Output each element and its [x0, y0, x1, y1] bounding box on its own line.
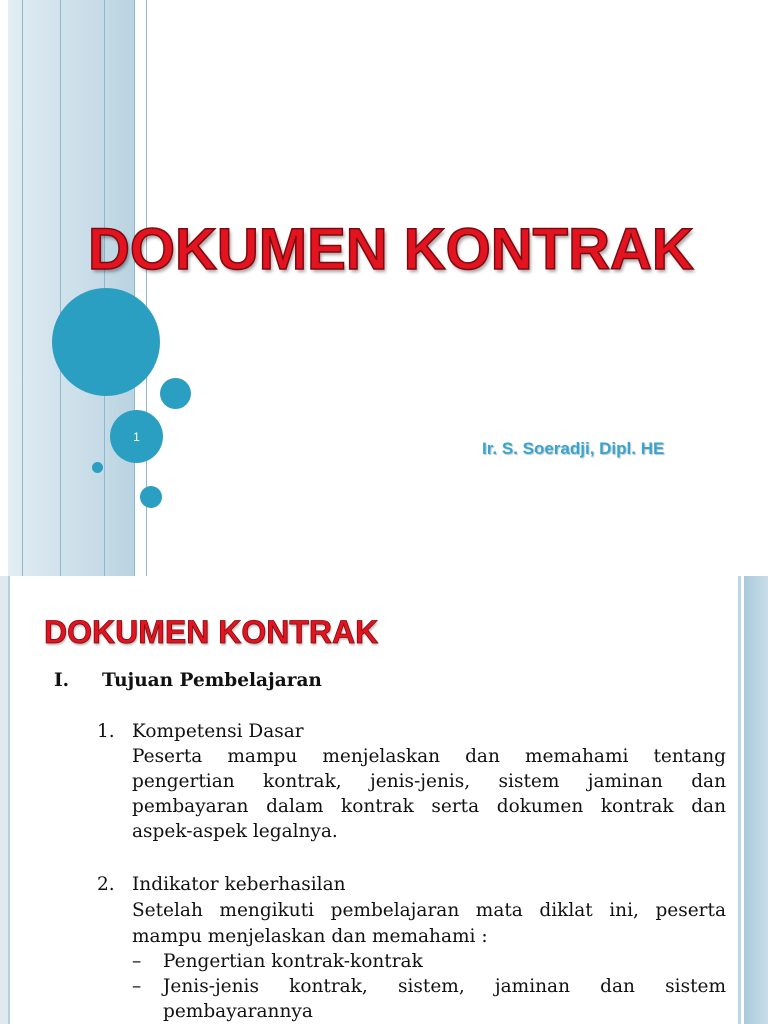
decorative-circle-medium	[160, 378, 191, 409]
slide-title: DOKUMEN KONTRAK	[88, 217, 694, 282]
band-line	[134, 0, 135, 576]
paragraph-line: pengertian kontrak, jenis-jenis, sistem jaminan dan	[132, 771, 726, 792]
right-decorative-band	[735, 576, 768, 1024]
bullet-item: Jenis-jenis kontrak, sistem, jaminan dan sistem	[163, 976, 726, 997]
author-name: Ir. S. Soeradji, Dipl. HE	[482, 439, 665, 458]
bullet-dash: –	[132, 951, 142, 972]
band-line	[22, 0, 23, 576]
slide-title: DOKUMEN KONTRAK	[44, 614, 379, 650]
slide-number-circle	[110, 410, 163, 463]
section-title: Tujuan Pembelajaran	[102, 670, 322, 691]
item-heading: Kompetensi Dasar	[132, 721, 304, 742]
section-number: I.	[54, 670, 70, 691]
paragraph-line: mampu menjelaskan dan memahami :	[132, 926, 488, 947]
band-line	[60, 0, 61, 576]
paragraph-line: Setelah mengikuti pembelajaran mata diklat ini, peserta	[132, 900, 726, 921]
left-decorative-band	[0, 576, 8, 1024]
content-slide	[0, 576, 768, 1024]
decorative-circle-large	[52, 288, 160, 396]
bullet-item: Pengertian kontrak-kontrak	[163, 951, 423, 972]
item-heading: Indikator keberhasilan	[132, 874, 346, 895]
slide-number: 1	[133, 429, 140, 444]
paragraph-line: aspek-aspek legalnya.	[132, 821, 338, 842]
item-number: 1.	[97, 721, 115, 742]
paragraph-line: Peserta mampu menjelaskan dan memahami tentang	[132, 746, 726, 767]
decorative-circle-small	[92, 462, 103, 473]
decorative-circle-small	[140, 486, 162, 508]
paragraph-line: pembayaran dalam kontrak serta dokumen kontrak dan	[132, 796, 726, 817]
band-line	[8, 576, 10, 1024]
bullet-dash: –	[132, 976, 142, 997]
item-number: 2.	[97, 874, 115, 895]
bullet-item-continuation: pembayarannya	[163, 1001, 313, 1022]
